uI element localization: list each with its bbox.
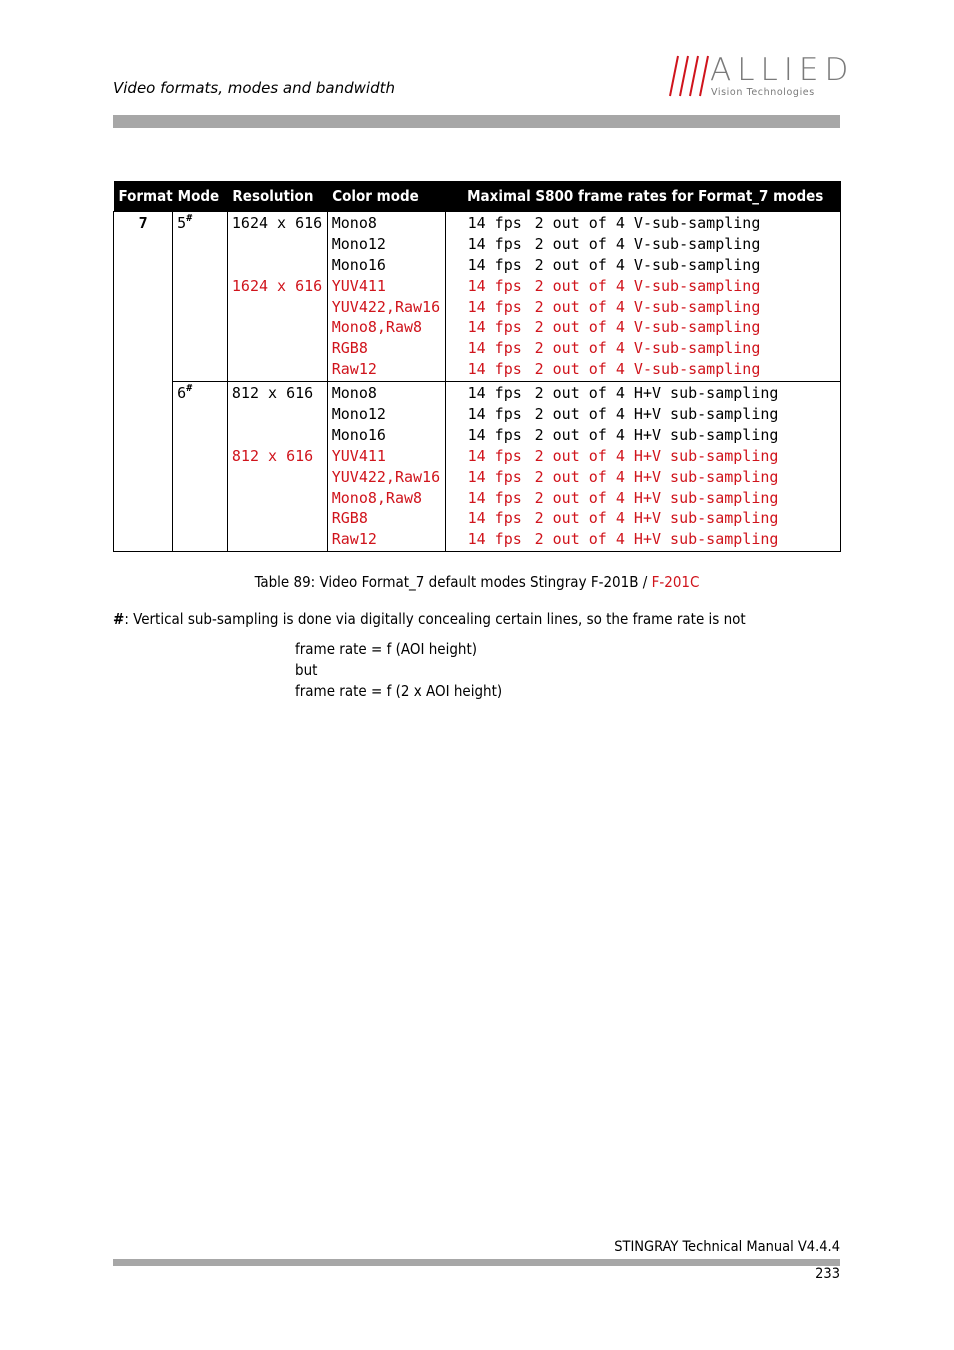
footer-manual-title: STINGRAY Technical Manual V4.4.4 (614, 1239, 840, 1255)
table-header-row (114, 181, 841, 212)
color-mode-item: Mono12 (331, 405, 386, 424)
sampling-desc: 2 out of 4 H+V sub-sampling (534, 530, 779, 549)
color-mode-item: YUV411 (331, 446, 386, 465)
color-mode-item: YUV411 (331, 276, 386, 295)
footnote-text: : Vertical sub-sampling is done via digitally concealing certain lines, so the frame rate is not (124, 610, 746, 628)
color-mode-item: Raw12 (331, 360, 377, 379)
sampling-desc: 2 out of 4 H+V sub-sampling (534, 384, 779, 403)
frame-rate-line (468, 404, 840, 425)
header-frame-rates: Maximal S800 frame rates for Format_7 modes (445, 181, 840, 212)
fps-value: 14 fps (467, 214, 522, 232)
page-number: 233 (815, 1266, 840, 1282)
sampling-desc: 2 out of 4 H+V sub-sampling (534, 446, 779, 465)
sampling-desc: 2 out of 4 V-sub-sampling (534, 318, 761, 337)
header-resolution: Resolution (227, 181, 327, 212)
fps-value: 14 fps (467, 488, 522, 507)
logo-slashes-icon (668, 52, 712, 100)
sampling-desc: 2 out of 4 H+V sub-sampling (534, 467, 779, 486)
frame-rate-cell (445, 382, 840, 552)
table-row (114, 212, 841, 382)
mode-footnote-mark: # (186, 383, 193, 395)
color-mode-item: Mono8 (331, 384, 377, 403)
color-mode-item: Raw12 (331, 530, 377, 549)
sampling-desc: 2 out of 4 H+V sub-sampling (534, 509, 779, 528)
color-mode-item: Mono8,Raw8 (331, 488, 423, 507)
fps-value: 14 fps (467, 446, 522, 465)
frame-rate-line (468, 234, 840, 255)
footnote (113, 610, 746, 628)
sampling-desc: 2 out of 4 H+V sub-sampling (534, 405, 779, 424)
sampling-desc: 2 out of 4 V-sub-sampling (534, 339, 761, 358)
mode-footnote-mark: # (186, 213, 193, 224)
fps-value: 14 fps (467, 530, 522, 549)
frame-rate-line (468, 467, 840, 488)
fps-value: 14 fps (467, 255, 522, 274)
color-mode-item: YUV422,Raw16 (331, 467, 441, 486)
frame-rate-cell (445, 212, 840, 382)
fps-value: 14 fps (467, 425, 522, 444)
formula-line: frame rate = f (AOI height) (295, 640, 478, 658)
mode-cell (173, 212, 228, 382)
formula-block (295, 639, 502, 701)
color-mode-item: Mono8,Raw8 (331, 318, 423, 337)
sampling-desc: 2 out of 4 V-sub-sampling (534, 276, 761, 295)
frame-rate-line (468, 276, 840, 297)
sampling-desc: 2 out of 4 V-sub-sampling (534, 234, 761, 253)
color-mode-item: Mono16 (331, 425, 386, 444)
frame-rate-line (468, 317, 840, 338)
table-caption (0, 573, 954, 591)
mode-number: 6 (177, 384, 187, 403)
resolution-mono: 812 x 616 (231, 384, 314, 403)
frame-rate-line (468, 488, 840, 509)
resolution-cell (227, 212, 327, 382)
fps-value: 14 fps (467, 234, 522, 253)
running-header-title: Video formats, modes and bandwidth (113, 79, 395, 97)
color-mode-item: Mono16 (331, 255, 386, 274)
sampling-desc: 2 out of 4 H+V sub-sampling (534, 425, 779, 444)
resolution-color: 812 x 616 (231, 446, 314, 465)
frame-rate-line (468, 425, 840, 446)
fps-value: 14 fps (467, 509, 522, 528)
color-mode-item: RGB8 (331, 509, 368, 528)
sampling-desc: 2 out of 4 V-sub-sampling (534, 360, 761, 379)
fps-value: 14 fps (467, 339, 522, 358)
fps-value: 14 fps (467, 467, 522, 486)
sampling-desc: 2 out of 4 V-sub-sampling (534, 214, 761, 232)
header-mode: Mode (173, 181, 228, 212)
formula-line: frame rate = f (2 x AOI height) (295, 681, 503, 700)
allied-logo (668, 52, 855, 102)
fps-value: 14 fps (467, 318, 522, 337)
frame-rate-line (468, 213, 840, 234)
frame-rate-line (468, 529, 840, 550)
footer-rule (113, 1259, 840, 1266)
fps-value: 14 fps (467, 360, 522, 379)
fps-value: 14 fps (467, 276, 522, 295)
header-color-mode: Color mode (327, 181, 445, 212)
frame-rate-line (468, 297, 840, 318)
resolution-color: 1624 x 616 (231, 276, 323, 295)
sampling-desc: 2 out of 4 H+V sub-sampling (534, 488, 779, 507)
sampling-desc: 2 out of 4 V-sub-sampling (534, 255, 761, 274)
formula-line: but (295, 660, 318, 679)
table-row (114, 382, 841, 552)
logo-wordmark: ALLIED (710, 52, 855, 88)
header-format: Format (114, 181, 173, 212)
header-rule (113, 115, 840, 128)
fps-value: 14 fps (467, 405, 522, 424)
mode-cell (173, 382, 228, 552)
color-mode-item: Mono8 (331, 214, 377, 232)
color-mode-cell (327, 382, 445, 552)
frame-rate-line (468, 359, 840, 380)
fps-value: 14 fps (467, 384, 522, 403)
frame-rate-line (468, 255, 840, 276)
mode-number: 5 (177, 214, 187, 232)
format7-modes-table (113, 181, 841, 552)
caption-text: Table 89: Video Format_7 default modes Stingray F-201B / (254, 573, 652, 591)
color-mode-item: YUV422,Raw16 (331, 297, 441, 316)
resolution-cell (227, 382, 327, 552)
format-cell: 7 (114, 212, 173, 552)
resolution-mono: 1624 x 616 (231, 214, 323, 232)
sampling-desc: 2 out of 4 V-sub-sampling (534, 297, 761, 316)
color-mode-item: RGB8 (331, 339, 368, 358)
caption-color-model: F-201C (651, 573, 700, 591)
frame-rate-line (468, 338, 840, 359)
fps-value: 14 fps (467, 297, 522, 316)
frame-rate-line (468, 508, 840, 529)
footnote-symbol: # (113, 610, 125, 628)
frame-rate-line (468, 446, 840, 467)
color-mode-cell (327, 212, 445, 382)
logo-subtitle: Vision Technologies (711, 87, 815, 98)
color-mode-item: Mono12 (331, 234, 386, 253)
frame-rate-line (468, 383, 840, 404)
